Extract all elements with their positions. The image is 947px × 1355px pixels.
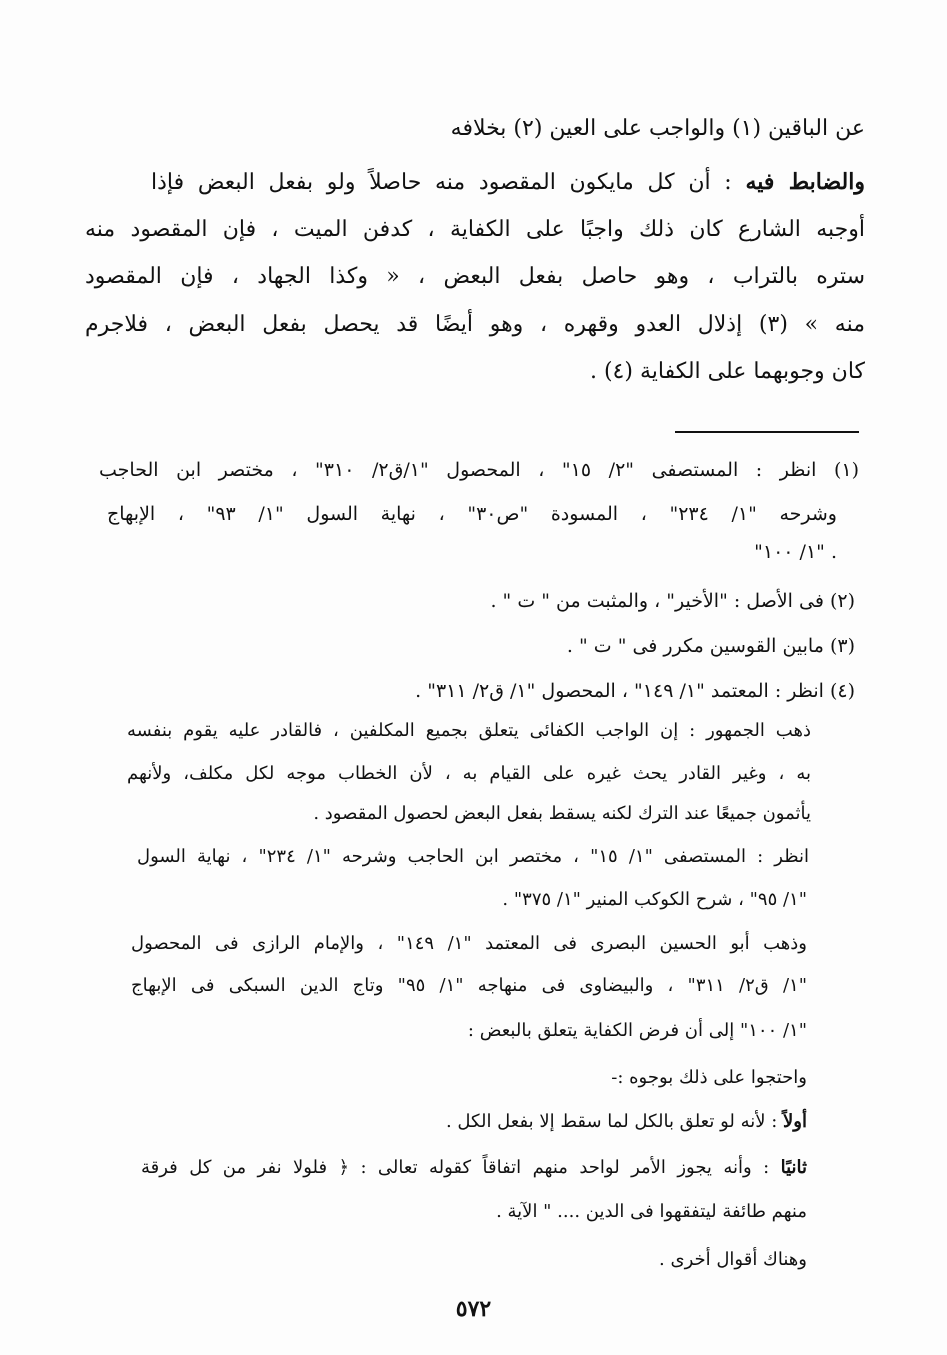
footnote-1-line-2: وشرحه "١/ ٢٣٤" ، المسودة "ص٣٠" ، نهاية السول "١/ ٩٣" ، الإبهاج	[107, 503, 837, 525]
footnote-2: (٢) فى الأصل : "الأخير" ، والمثبت من " ت " .	[490, 590, 855, 612]
note-line-10	[446, 1113, 807, 1131]
note-line-1: ذهب الجمهور : إن الواجب الكفائى يتعلق بجميع المكلفين ، فالقادر عليه يقوم بنفسه	[127, 720, 811, 741]
note-line-4: انظر : المستصفى "١/ ١٥" ، مختصر ابن الحاجب وشرحه "١/ ٢٣٤" ، نهاية السول	[137, 846, 809, 867]
main-line-3: أوجبه الشارع كان ذلك واجبًا على الكفاية ، كدفن الميت ، فإن المقصود منه	[85, 217, 865, 242]
note-line-3: يأثمون جميعًا عند الترك لكنه يسقط بفعل البعض لحصول المقصود .	[313, 803, 811, 824]
note-line-2: به ، وغير القادر يحث غيره على القيام به ، لأن الخطاب موجه لكل مكلف، ولأنهم	[127, 763, 811, 784]
note-line-7: "١/ ق٢/ ٣١١" ، والبيضاوى فى منهاجه "١/ ٩٥" وتاج الدين السبكى فى الإبهاج	[131, 975, 807, 996]
footnote-1-line-1: (١) انظر : المستصفى "٢/ ١٥" ، المحصول "١/ق٢/ ٣١٠" ، مختصر ابن الحاجب	[99, 459, 859, 481]
main-line-2-text: : أن كل مايكون المقصود منه حاصلاً ولو بفعل البعض فإذا	[151, 170, 732, 195]
main-line-1: عن الباقين (١) والواجب على العين (٢) بخلافه	[450, 116, 865, 141]
main-line-5: منه » (٣) إذلال العدو وقهره ، وهو أيضًا قد يحصل بفعل البعض ، فلاجرم	[85, 312, 865, 337]
note-line-6: وذهب أبو الحسين البصرى فى المعتمد "١/ ١٤٩" ، والإمام الرازى فى المحصول	[131, 933, 808, 954]
note-line-10-text: : لأنه لو تعلق بالكل لما سقط إلا بفعل الكل .	[445, 1111, 778, 1132]
note-line-10-lead: أولاً	[783, 1111, 807, 1132]
note-line-9: واحتجوا على ذلك بوجوه :-	[611, 1067, 807, 1088]
page-number: ٥٧٢	[455, 1296, 492, 1322]
note-line-8: "١/ ١٠٠" إلى أن فرض الكفاية يتعلق بالبعض :	[467, 1020, 807, 1041]
footnote-4: (٤) انظر : المعتمد "١/ ١٤٩" ، المحصول "١/ ق٢/ ٣١١" .	[415, 680, 855, 702]
note-line-12: منهم طائفة ليتفقهوا فى الدين .... " الآية .	[496, 1201, 807, 1222]
footnote-separator	[675, 431, 859, 433]
note-line-11-text: : وأنه يجوز الأمر لواحد منهم اتفاقاً كقوله تعالى : ﴿ فلولا نفر من كل فرقة	[141, 1157, 770, 1178]
main-line-2-lead: والضابط فيه	[745, 169, 865, 195]
note-line-11	[141, 1159, 807, 1177]
main-line-6: كان وجوبهما على الكفاية (٤) .	[589, 359, 865, 384]
note-line-13: وهناك أقوال أخرى .	[659, 1249, 807, 1270]
note-line-5: "١/ ٩٥" ، شرح الكوكب المنير "١/ ٣٧٥" .	[502, 889, 807, 910]
footnote-1-line-3: "١/ ١٠٠" .	[754, 541, 837, 563]
footnote-3: (٣) مابين القوسين مكرر فى " ت " .	[566, 635, 855, 657]
note-line-11-lead: ثانيًا	[780, 1157, 807, 1178]
main-line-4: ستره بالتراب ، وهو حاصل بفعل البعض ، « وكذا الجهاد ، فإن المقصود	[85, 264, 866, 289]
main-line-2	[151, 171, 865, 194]
